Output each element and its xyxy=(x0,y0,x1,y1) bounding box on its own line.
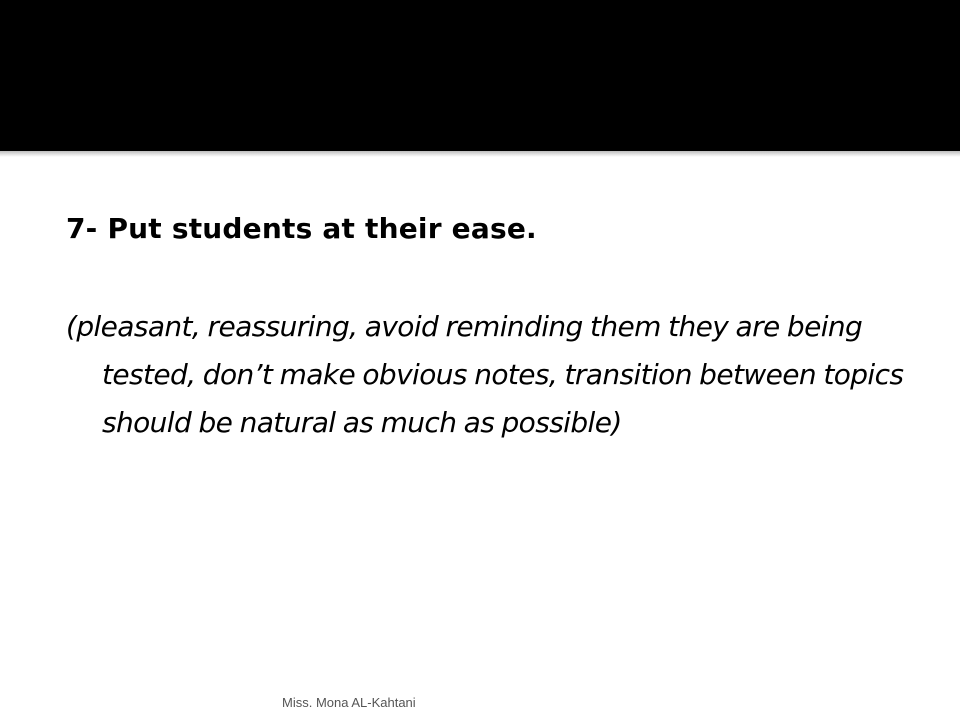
paragraph-spacer xyxy=(66,255,926,303)
slide-content xyxy=(66,203,926,447)
slide-footer: Miss. Mona AL-Kahtani xyxy=(282,695,416,710)
title-band xyxy=(0,0,960,151)
slide-heading: 7- Put students at their ease. xyxy=(66,212,537,245)
slide-body-text: (pleasant, reassuring, avoid reminding them they are being tested, don’t make obvious notes, transition between topics should be natural as much as possible) xyxy=(66,310,904,439)
title-band-divider xyxy=(0,151,960,157)
